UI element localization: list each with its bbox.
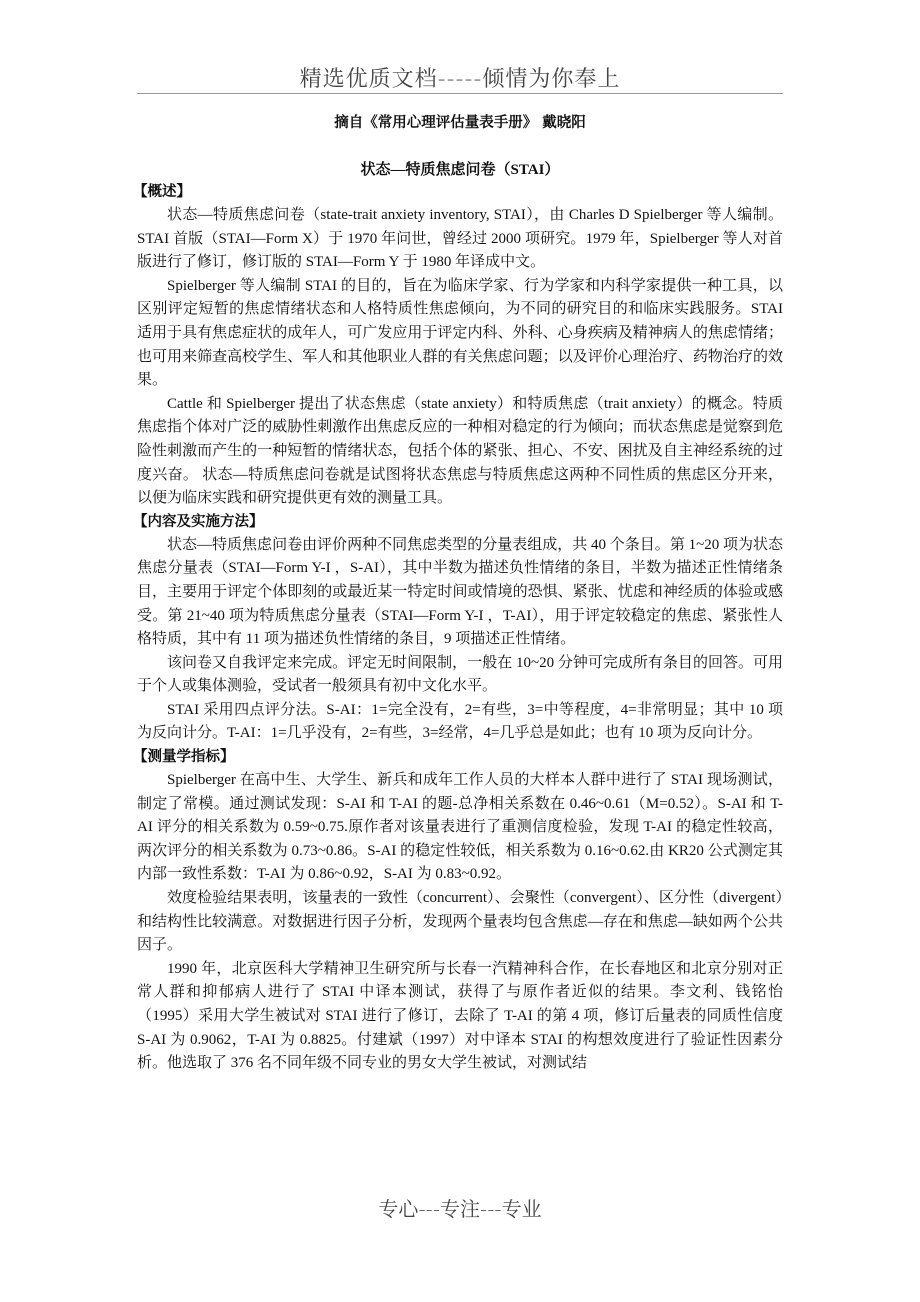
page-header: 精选优质文档-----倾情为你奉上: [299, 67, 621, 92]
paragraph: 效度检验结果表明，该量表的一致性（concurrent）、会聚性（convergent）、区分性（divergent）和结构性比较满意。对数据进行因子分析，发现两个量表均包含焦虑—存在和焦虑—缺如两个公共因子。: [137, 890, 783, 954]
section-heading: 【内容及实施方法】: [133, 513, 264, 530]
section-overview: [133, 181, 783, 511]
paragraph: Spielberger 在高中生、大学生、新兵和成年工作人员的大样本人群中进行了 STAI 现场测试，制定了常模。通过测试发现：S-AI 和 T-AI 的题-总净相关系数在 0.46~0.61（M=0.52）。S-AI 和 T-AI 评分的相关系数为 0.59~0.75.原作者对该量表进行了重测信度检验，发现 T-AI 的稳定性较高，两次评分的相关系数为 0.73~0.86。S-AI 的稳定性较低，相关系数为 0.16~0.62.由 KR20 公式测定其内部一致性系数：T-AI 为 0.86~0.92，S-AI 为 0.83~0.92。: [137, 772, 783, 883]
paragraph: Cattle 和 Spielberger 提出了状态焦虑（state anxiety）和特质焦虑（trait anxiety）的概念。特质焦虑指个体对广泛的威胁性刺激作出焦虑反应的一种相对稳定的行为倾向；而状态焦虑是觉察到危险性刺激而产生的一种短暂的情绪状态，包括个体的紧张、担心、不安、困扰及自主神经系统的过度兴奋。 状态—特质焦虑问卷就是试图将状态焦虑与特质焦虑这两种不同性质的焦虑区分开来，以便为临床实践和研究提供更有效的测量工具。: [137, 395, 783, 507]
source-citation: 摘自《常用心理评估量表手册》 戴晓阳: [334, 115, 586, 131]
document-title: 状态—特质焦虑问卷（STAI）: [360, 162, 560, 178]
paragraph: 状态—特质焦虑问卷（state-trait anxiety inventory, STAI），由 Charles D Spielberger 等人编制。STAI 首版（STAI—Form X）于 1970 年问世，曾经过 2000 项研究。1979 年，Spielberger 等人对首版进行了修订，修订版的 STAI—Form Y 于 1980 年译成中文。: [137, 207, 783, 271]
section-heading: 【测量学指标】: [133, 749, 235, 766]
paragraph: 状态—特质焦虑问卷由评价两种不同焦虑类型的分量表组成，共 40 个条目。第 1~20 项为状态焦虑分量表（STAI—Form Y-I ，S-AI），其中半数为描述负性情绪的条目，半数为描述正性情绪条目，主要用于评定个体即刻的或最近某一特定时间或情境的恐惧、紧张、忧虑和神经质的体验或感受。第 21~40 项为特质焦虑分量表（STAI—Form Y-I ，T-AI），用于评定较稳定的焦虑、紧张性人格特质，其中有 11 项为描述负性情绪的条目，9 项描述正性情绪。: [137, 536, 783, 648]
paragraph: 该问卷又自我评定来完成。评定无时间限制，一般在 10~20 分钟可完成所有条目的回答。可用于个人或集体测验，受试者一般须具有初中文化水平。: [137, 654, 783, 695]
page-footer: 专心---专注---专业: [378, 1197, 542, 1221]
section-psychometrics: [133, 746, 783, 1076]
section-heading: 【概述】: [133, 184, 191, 200]
paragraph: 1990 年，北京医科大学精神卫生研究所与长春一汽精神科合作，在长春地区和北京分别对正常人群和抑郁病人进行了 STAI 中译本测试，获得了与原作者近似的结果。李文利、钱铭怡（1995）采用大学生被试对 STAI 进行了修订，去除了 T-AI 的第 4 项，修订后量表的同质性信度 S-AI 为 0.9062，T-AI 为 0.8825。付建斌（1997）对中译本 STAI 的构想效度进行了验证性因素分析。他选取了 376 名不同年级不同专业的男女大学生被试，对测试结: [137, 960, 783, 1072]
section-content-and-administration: [133, 511, 783, 746]
paragraph: STAI 采用四点评分法。S-AI：1=完全没有，2=有些，3=中等程度，4=非常明显；其中 10 项为反向计分。T-AI：1=几乎没有，2=有些，3=经常，4=几乎总是如此；也有 10 项为反向计分。: [137, 701, 783, 742]
header-divider: [137, 93, 783, 94]
paragraph: Spielberger 等人编制 STAI 的目的，旨在为临床学家、行为学家和内科学家提供一种工具，以区别评定短暂的焦虑情绪状态和人格特质性焦虑倾向，为不同的研究目的和临床实践服务。STAI 适用于具有焦虑症状的成年人，可广发应用于评定内科、外科、心身疾病及精神病人的焦虑情绪；也可用来筛查高校学生、军人和其他职业人群的有关焦虑问题；以及评价心理治疗、药物治疗的效果。: [137, 277, 783, 389]
document-body: [133, 112, 783, 1076]
